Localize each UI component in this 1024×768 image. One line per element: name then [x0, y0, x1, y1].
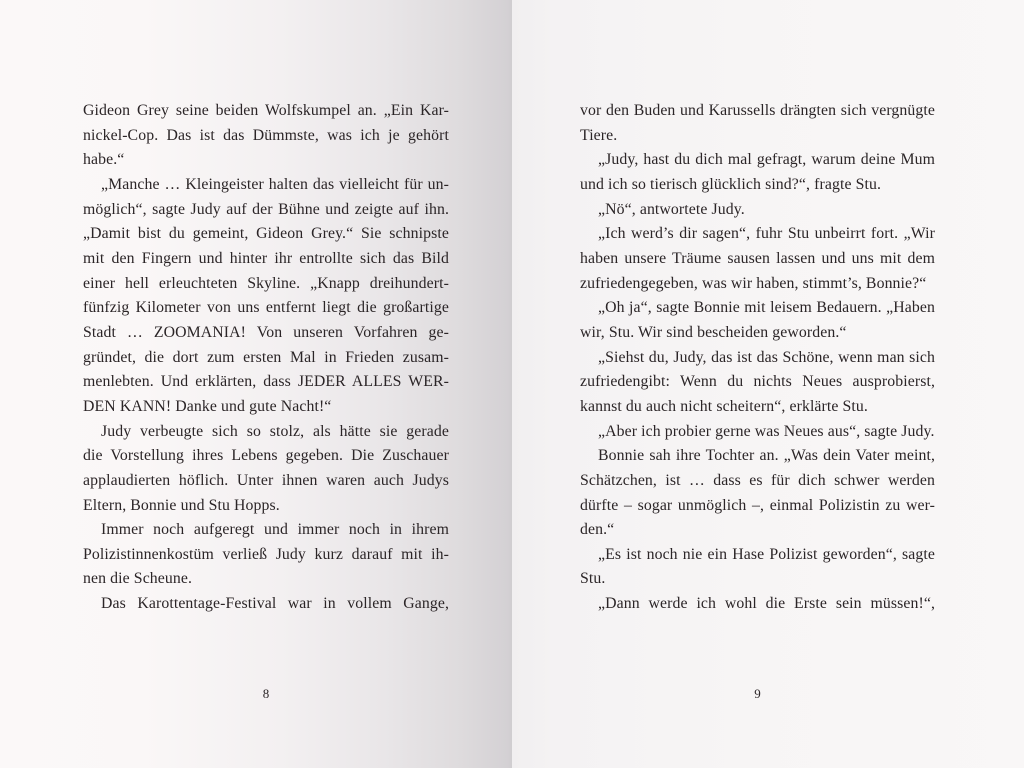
text-line: wir, Stu. Wir sind bescheiden geworden.“: [580, 323, 847, 341]
text-line: „Aber ich probier gerne was Neues aus“, sagte Judy.: [598, 422, 935, 440]
text-line: und ich so tierisch glücklich sind?“, fragte Stu.: [580, 175, 882, 193]
text-line: dürfte – sogar unmöglich –, einmal Polizistin zu wer-: [580, 496, 935, 514]
text-line: „Nö“, antwortete Judy.: [598, 200, 745, 218]
text-line: Stu.: [580, 570, 606, 588]
text-line: „Manche … Kleingeister halten das vielleicht für un-: [101, 175, 449, 193]
text-line: Eltern, Bonnie und Stu Hopps.: [83, 496, 280, 514]
text-line: menlebten. Und erklärten, dass JEDER ALLES WER-: [83, 373, 449, 391]
text-line: applaudierten höflich. Unter ihnen waren auch Judys: [83, 471, 449, 489]
text-line: nickel-Cop. Das ist das Dümmste, was ich je gehört: [83, 126, 449, 144]
page-number-right: 9: [754, 686, 761, 701]
text-line: habe.“: [83, 151, 125, 169]
text-line: „Es ist noch nie ein Hase Polizist geworden“, sagte: [598, 545, 935, 563]
text-line: „Siehst du, Judy, das ist das Schöne, wenn man sich: [598, 348, 935, 366]
text-line: mit den Fingern und hinter ihr entrollte sich das Bild: [83, 249, 449, 267]
page-right-textblock: [580, 99, 935, 617]
text-line: Das Karottentage-Festival war in vollem Gange,: [101, 595, 449, 613]
text-line: fünfzig Kilometer von uns entfernt liegt die großartige: [83, 299, 449, 317]
text-line: haben unsere Träume sausen lassen und uns mit dem: [580, 249, 935, 267]
text-line: „Judy, hast du dich mal gefragt, warum deine Mum: [598, 151, 935, 169]
text-line: kannst du auch nicht scheitern“, erklärte Stu.: [580, 397, 868, 415]
text-line: „Damit bist du gemeint, Gideon Grey.“ Sie schnipste: [83, 225, 449, 243]
text-line: die Vorstellung ihres Lebens gegeben. Die Zuschauer: [83, 447, 449, 465]
text-line: Gideon Grey seine beiden Wolfskumpel an. „Ein Kar-: [83, 102, 449, 119]
page-number-left: 8: [262, 686, 270, 701]
text-line: Stadt … ZOOMANIA! Von unseren Vorfahren ge-: [83, 323, 449, 341]
page-left-textblock: [83, 99, 449, 617]
text-line: gründet, die dort zum ersten Mal in Frieden zusam-: [83, 348, 449, 366]
text-line: vor den Buden und Karussells drängten sich vergnügte: [580, 102, 935, 119]
text-line: möglich“, sagte Judy auf der Bühne und zeigte auf ihn.: [83, 200, 449, 218]
text-line: einer hell erleuchteten Skyline. „Knapp dreihundert-: [83, 274, 449, 292]
text-line: Tiere.: [580, 126, 618, 144]
page-right: [512, 0, 1024, 768]
text-line: „Oh ja“, sagte Bonnie mit leisem Bedauern. „Haben: [598, 299, 935, 317]
text-line: Schätzchen, ist … dass es für dich schwer werden: [580, 471, 935, 489]
text-line: Polizistinnenkostüm verließ Judy kurz darauf mit ih-: [83, 545, 449, 563]
text-line: Bonnie sah ihre Tochter an. „Was dein Vater meint,: [598, 447, 935, 465]
text-line: Judy verbeugte sich so stolz, als hätte sie gerade: [101, 422, 449, 440]
text-line: nen die Scheune.: [83, 570, 193, 588]
text-line: zufriedengibt: Wenn du nichts Neues ausprobierst,: [580, 373, 935, 391]
text-line: zufriedengegeben, was wir haben, stimmt’s, Bonnie?“: [580, 274, 927, 292]
text-line: „Ich werd’s dir sagen“, fuhr Stu unbeirrt fort. „Wir: [598, 225, 935, 243]
text-line: „Dann werde ich wohl die Erste sein müssen!“,: [598, 595, 935, 613]
text-line: den.“: [580, 521, 615, 539]
text-line: DEN KANN! Danke und gute Nacht!“: [83, 397, 332, 415]
text-line: Immer noch aufgeregt und immer noch in ihrem: [101, 521, 449, 539]
